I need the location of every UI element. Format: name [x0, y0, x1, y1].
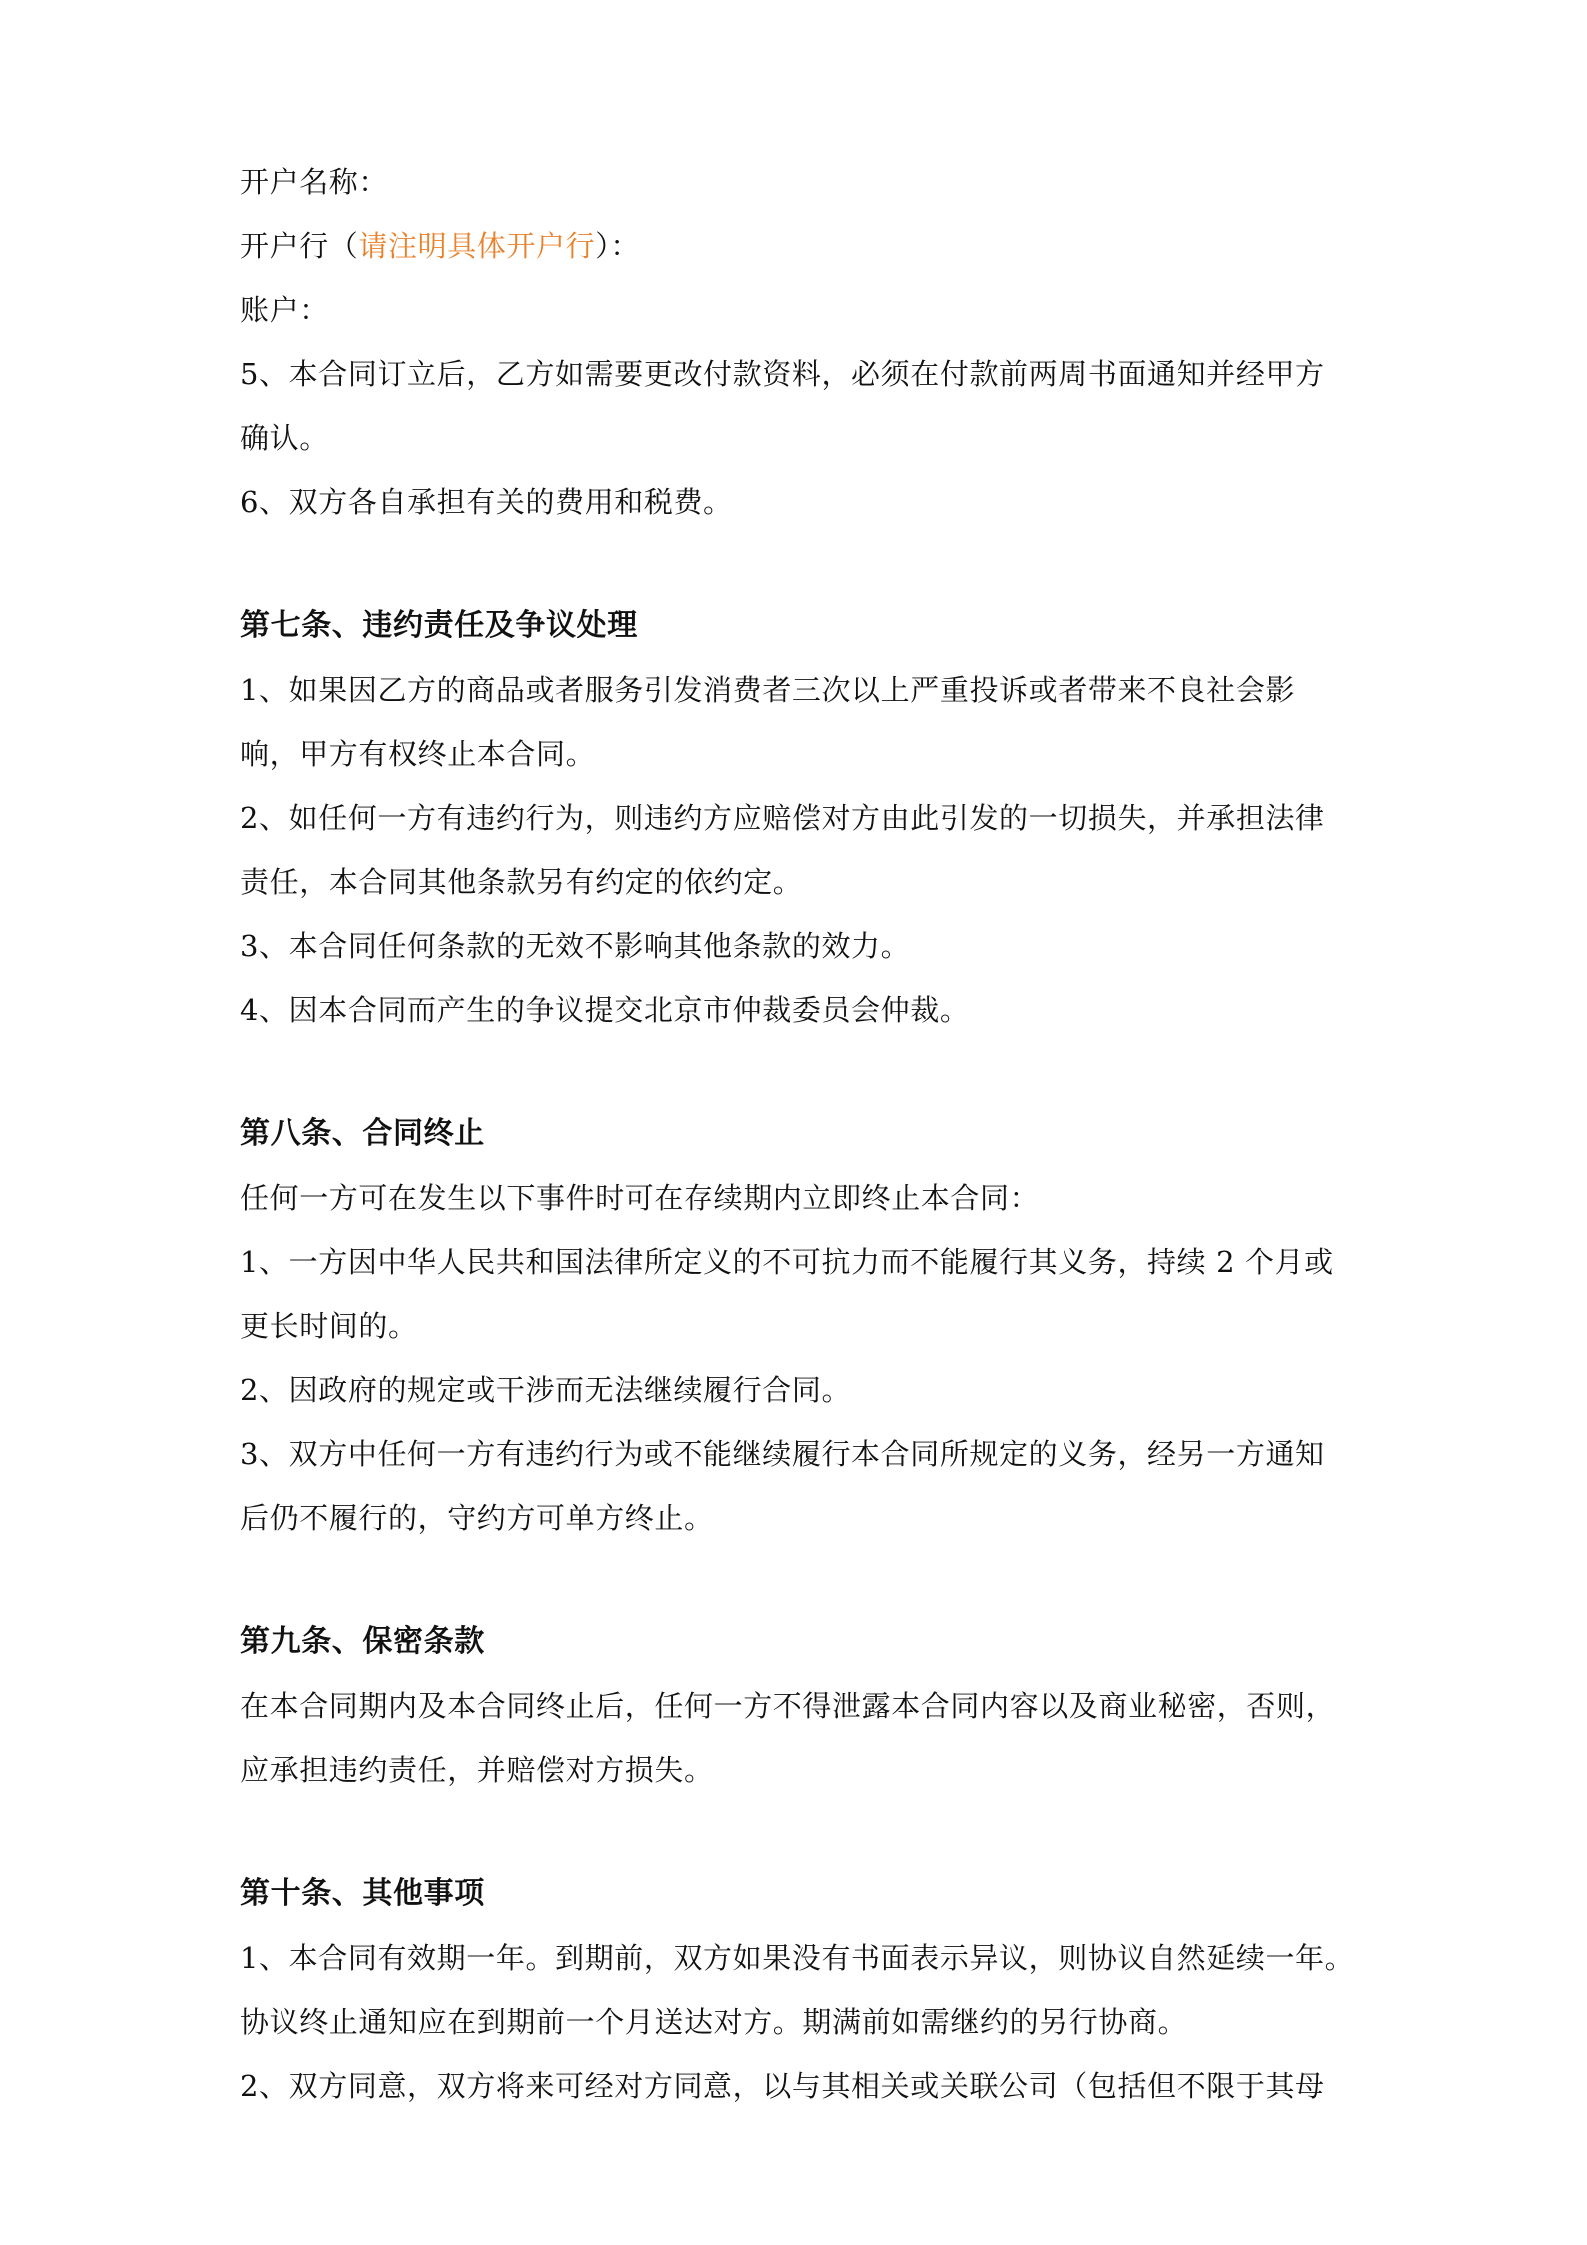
article-7-item-1-line-1: 1、如果因乙方的商品或者服务引发消费者三次以上严重投诉或者带来不良社会影	[240, 673, 1296, 707]
article-8-intro: 任何一方可在发生以下事件时可在存续期内立即终止本合同：	[240, 1181, 1040, 1215]
section-gap	[240, 1802, 1400, 1862]
article-8-item-1-line-1: 1、一方因中华人民共和国法律所定义的不可抗力而不能履行其义务，持续 2 个月或	[240, 1245, 1334, 1279]
article-8-item-3-line-1: 3、双方中任何一方有违约行为或不能继续履行本合同所规定的义务，经另一方通知	[240, 1437, 1325, 1471]
article-7-item-1-line-2: 响，甲方有权终止本合同。	[240, 737, 596, 771]
article-8-title: 第八条、合同终止	[240, 1116, 485, 1151]
article-10-item-1-line-2: 协议终止通知应在到期前一个月送达对方。期满前如需继约的另行协商。	[240, 2005, 1188, 2039]
bank-label-prefix: 开户行（	[240, 229, 359, 263]
bank-label	[240, 214, 1400, 278]
payment-item-5-line-1: 5、本合同订立后，乙方如需要更改付款资料，必须在付款前两周书面通知并经甲方	[240, 357, 1325, 391]
bank-label-note: 请注明具体开户行	[358, 229, 596, 263]
bank-label-suffix: ）：	[595, 229, 640, 263]
article-8-item-3-line-2: 后仍不履行的，守约方可单方终止。	[240, 1501, 714, 1535]
payment-item-6: 6、双方各自承担有关的费用和税费。	[240, 485, 733, 519]
article-7-item-4: 4、因本合同而产生的争议提交北京市仲裁委员会仲裁。	[240, 993, 970, 1027]
account-name-label: 开户名称：	[240, 165, 389, 199]
article-8-item-1-line-2: 更长时间的。	[240, 1309, 418, 1343]
article-10-title: 第十条、其他事项	[240, 1876, 485, 1911]
article-7-item-2-line-1: 2、如任何一方有违约行为，则违约方应赔偿对方由此引发的一切损失，并承担法律	[240, 801, 1325, 835]
payment-item-5-line-2: 确认。	[240, 421, 329, 455]
section-gap	[240, 1550, 1400, 1610]
section-gap	[240, 1042, 1400, 1102]
article-8-item-2: 2、因政府的规定或干涉而无法继续履行合同。	[240, 1373, 852, 1407]
article-7-item-3: 3、本合同任何条款的无效不影响其他条款的效力。	[240, 929, 911, 963]
article-9-line-2: 应承担违约责任，并赔偿对方损失。	[240, 1753, 714, 1787]
article-10-item-2-line-1: 2、双方同意，双方将来可经对方同意，以与其相关或关联公司（包括但不限于其母	[240, 2069, 1325, 2103]
article-7-title: 第七条、违约责任及争议处理	[240, 608, 638, 643]
section-gap	[240, 534, 1400, 594]
article-10-item-1-line-1: 1、本合同有效期一年。到期前，双方如果没有书面表示异议，则协议自然延续一年。	[240, 1941, 1355, 1975]
article-9-line-1: 在本合同期内及本合同终止后，任何一方不得泄露本合同内容以及商业秘密，否则，	[240, 1689, 1336, 1723]
account-label: 账户：	[240, 293, 329, 327]
article-7-item-2-line-2: 责任，本合同其他条款另有约定的依约定。	[240, 865, 803, 899]
article-9-title: 第九条、保密条款	[240, 1624, 485, 1659]
contract-page	[240, 150, 1400, 2118]
